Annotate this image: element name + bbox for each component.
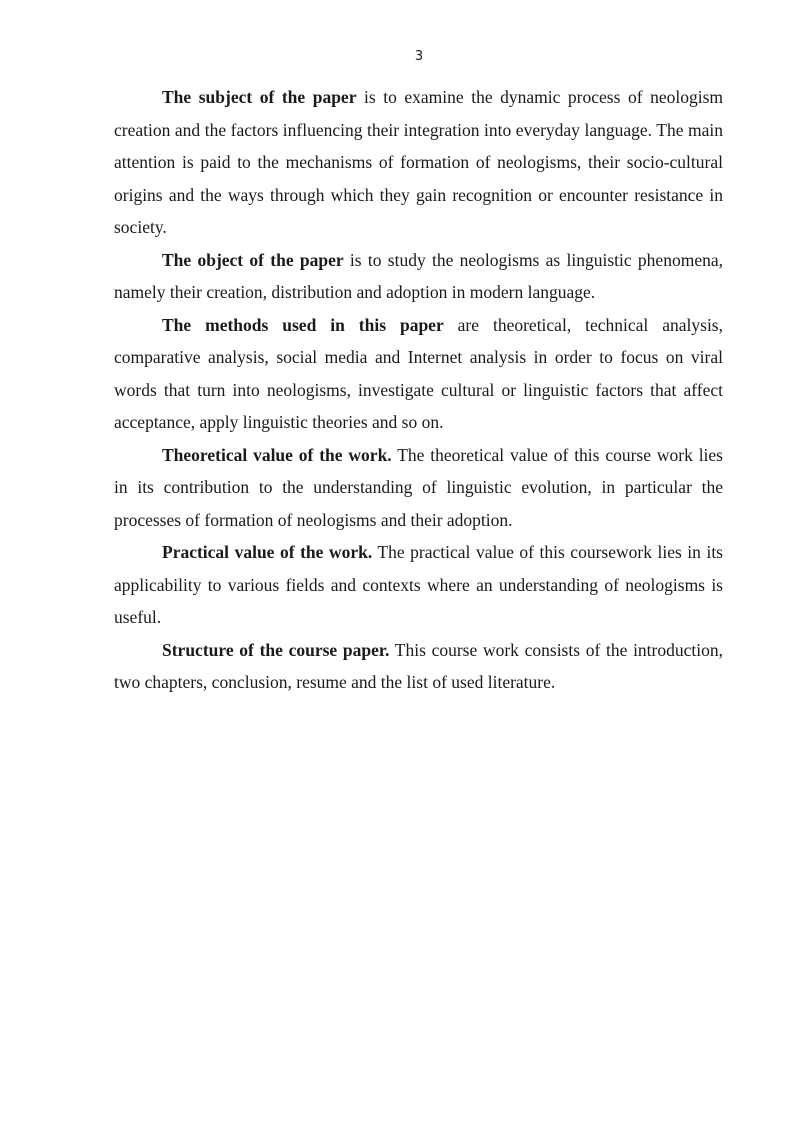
paragraph-text: is to examine the dynamic process of neologism creation and the factors influencing their integration into everyday language. The main attention is paid to the mechanisms of formation of neologisms, their socio-cultural origins and the ways through which they gain recognition or encounter resistance in society. xyxy=(114,87,723,237)
paragraph-methods xyxy=(114,309,723,439)
paragraph-lead: The object of the paper xyxy=(162,249,344,270)
paragraph-lead: The methods used in this paper xyxy=(162,314,444,335)
paragraph-lead: Theoretical value of the work. xyxy=(162,444,392,465)
page-body xyxy=(114,81,723,699)
paragraph-lead: Structure of the course paper. xyxy=(162,639,390,660)
paragraph-lead: The subject of the paper xyxy=(162,87,357,107)
paragraph-theoretical-value xyxy=(114,439,723,537)
paragraph-lead: Practical value of the work. xyxy=(162,542,373,562)
paragraph-practical-value xyxy=(114,536,723,634)
paragraph-text: This course work consists of the introduction, two chapters, conclusion, resume and the list of used literature. xyxy=(114,639,723,692)
paragraph-text: The theoretical value of this course work lies in its contribution to the understanding of linguistic evolution, in particular the processes of formation of neologisms and their adoption. xyxy=(114,444,723,530)
paragraph-text: The practical value of this coursework lies in its applicability to various fields and contexts where an understanding of neologisms is useful. xyxy=(114,542,723,627)
paragraph-text: are theoretical, technical analysis, comparative analysis, social media and Internet analysis in order to focus on viral words that turn into neologisms, investigate cultural or linguistic factors that affect acceptance, apply linguistic theories and so on. xyxy=(114,314,723,432)
page-number: 3 xyxy=(414,49,424,64)
paragraph-text: is to study the neologisms as linguistic phenomena, namely their creation, distribution and adoption in modern language. xyxy=(114,249,723,302)
paragraph-structure xyxy=(114,634,723,699)
paragraph-object xyxy=(114,244,723,309)
paragraph-subject xyxy=(114,81,723,244)
